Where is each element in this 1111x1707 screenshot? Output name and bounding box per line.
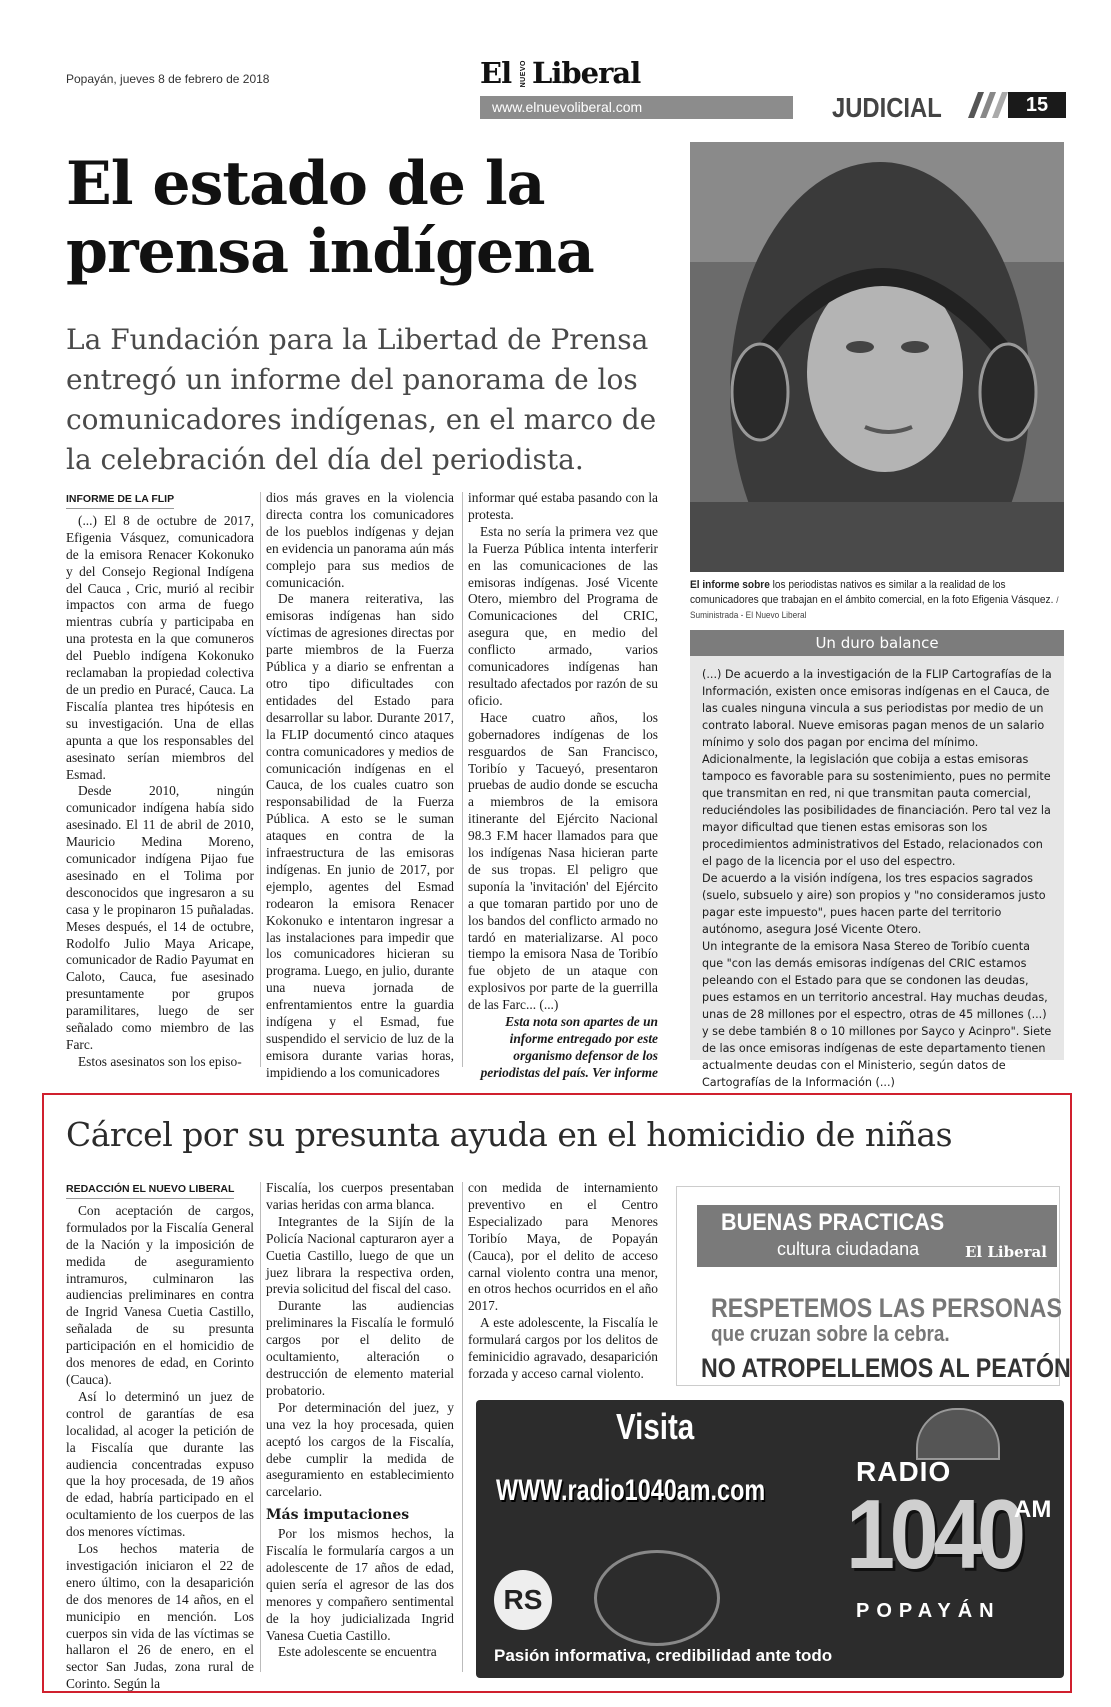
paragraph: (...) El 8 de octubre de 2017, Efigenia Vásquez, comunicadora de la emisora Renacer Kokonuko y del Consejo Regional Indígena del Cauca , Cric, murió al recibir impactos con arma de fuego mientras cubría y participaba en una protesta en la que comuneros del Pueblo indígena Kokonuko reclamaban la propiedad colectiva de un predio en Puracé, Cauca. La Fiscalía plantea tres hipótesis en su investigación. Una de ellas apunta a que los responsables del asesinato serían miembros del Esmad. bbox=[66, 512, 254, 782]
paragraph: Integrantes de la Sijín de la Policía Nacional capturaron ayer a Cuetia Castillo, luego de que un juez librara la respectiva orden, previa solicitud del fiscal del caso. bbox=[266, 1213, 454, 1297]
article-headline: El estado de la prensa indígena bbox=[66, 149, 594, 287]
paragraph: Por determinación del juez, y una vez la hoy procesada, quien aceptó los cargos de la Fiscalía, debe cumplir la medida de aseguramiento en establecimiento carcelario. bbox=[266, 1399, 454, 1500]
paragraph: Los hechos materia de investigación iniciaron el 22 de enero último, con la desaparición de dos menores de 14 años, en el municipio en mención. Los cuerpos sin vida de las víctimas se hallaron el 26 de enero, en el sector San Judas, zona rural de Corinto. Según la bbox=[66, 1541, 254, 1692]
paragraph: Hace cuatro años, los gobernadores indígenas de los resguardos de San Francisco, Toribío y Tacueyó, presentaron pruebas de audio donde se escucha a miembros de la emisora itinerante del Ejército Nacional 98.3 F.M hacer llamados para que los indígenas Nasa hicieran parte de sus tropas. El peligro que suponía la 'invitación' del Ejército a que tomaran partido por uno de los bandos del conflicto armado no tardó en materializarse. Al poco tiempo la emisora Nasa de Toribío fue objeto de un ataque con explosivos por parte de la guerrilla de las Farc... (...) bbox=[468, 709, 658, 1013]
article-kicker: INFORME DE LA FLIP bbox=[66, 491, 174, 509]
ad-radio-frequency: 1040 bbox=[846, 1479, 1021, 1589]
ad-line-2: que cruzan sobre la cebra. bbox=[711, 1321, 950, 1346]
sidebar-body bbox=[702, 666, 1054, 1091]
paragraph: dios más graves en la violencia directa contra los comunicadores de los pueblos indígenas y dejan en evidencia un panorama aún más complejo para sus medios de comunicación. bbox=[266, 490, 454, 590]
sidebar-paragraph: Un integrante de la emisora Nasa Stereo de Toribío cuenta que "con las demás emisoras indígenas del CRIC estamos peleando con el Estado para que se condonen las deudas, pues estamos en un territorio ancestral. Hay muchas deudas, unas de 28 millones por el espectro, otras de 45 millones (...) y se debe también 8 o 10 millones por Sayco y Acinpro". Siete de las once emisoras indígenas de este departamento tienen actualmente deudas con el Ministerio, según datos de Cartografías de la Información (...) bbox=[702, 940, 1052, 1089]
website-link[interactable]: www.elnuevoliberal.com bbox=[480, 96, 793, 119]
caption-text: los periodistas nativos es similar a la realidad de los comunicadores que trabajan en el ámbito comercial, en la foto Efigenia Vásquez. bbox=[690, 579, 1054, 606]
paragraph: Con aceptación de cargos, formulados por la Fiscalía General de la Nación y la imposición de medida de aseguramiento intramuros, culminaron las audiencias preliminares en contra de Ingrid Vanesa Cuetia Castillo, señalada de su presunta participación en el homicidio de dos menores de edad, en Corinto (Cauca). bbox=[66, 1202, 254, 1387]
ad-logo: El Liberal bbox=[965, 1243, 1047, 1261]
article2-column-1 bbox=[66, 1180, 254, 1693]
portrait-image bbox=[690, 142, 1064, 572]
ad-radio-url[interactable]: WWW.radio1040am.com bbox=[496, 1474, 766, 1507]
ad-buenas-practicas bbox=[676, 1186, 1071, 1386]
ad-radio-label: RADIO bbox=[856, 1456, 952, 1487]
paragraph: con medida de internamiento preventivo en el Centro Especializado para Menores Toribío Maya, de Popayán (Cauca), por el delito de acceso carnal violento contra una menor, en otros hechos ocurridos en el año 2017. bbox=[468, 1180, 658, 1314]
article2-subtitle: Más imputaciones bbox=[266, 1507, 410, 1524]
article-column-1 bbox=[66, 490, 254, 1071]
article-column-2 bbox=[266, 490, 454, 1082]
ad-radio-city: POPAYÁN bbox=[856, 1600, 1001, 1622]
sidebar-paragraph: De acuerdo a la visión indígena, los tres espacios sagrados (suelo, subsuelo y aire) son propios y "no consideramos justo pagar este impuesto", pues hacen parte del territorio autónomo, asegura José Vicente Otero. bbox=[702, 872, 1046, 936]
article2-column-3 bbox=[468, 1180, 658, 1383]
paragraph: De manera reiterativa, las emisoras indígenas han sido víctimas de agresiones directas por parte miembros de la Fuerza Pública y a diario se enfrentan a otro tipo dificultades con entidades del Estado para desarrollar su labor. Durante 2017, la FLIP documentó cinco ataques contra comunicadores y medios de comunicación indígenas en el Cauca, de los cuales cuatro son responsabilidad de la Fuerza Pública. A esto se le suman ataques en contra de la infraestructura de las emisoras indígenas. En junio de 2017, por ejemplo, agentes del Esmad rodearon la emisora Renacer Kokonuko e intentaron ingresar a las instalaciones para impedir que los comunicadores hicieran su programa. Luego, en julio, durante una nueva jornada de enfrentamientos entre la guardia indígena y el Esmad, fue suspendido el servicio de luz de la emisora durante varias horas, impidiendo a los comunicadores bbox=[266, 591, 454, 1080]
column-divider bbox=[462, 1182, 463, 1672]
swirl-graphic-icon bbox=[594, 1550, 720, 1646]
paragraph: informar qué estaba pasando con la protesta. bbox=[468, 490, 658, 522]
ad-visita: Visita bbox=[616, 1406, 695, 1447]
column-divider bbox=[462, 492, 463, 1067]
paragraph: Desde 2010, ningún comunicador indígena había sido asesinado. El 11 de abril de 2010, Mauricio Medina Moreno, comunicador indígena Pijao fue asesinado en el Tolima por desconocidos que ingresaron a su casa y le propinaron 15 puñaladas. Meses después, el 14 de octubre, Rodolfo Julio Maya Aricape, comunicador de Radio Payumat en Caloto, Cauca, fue asesinado presuntamente por grupos paramilitares, luego de ser señalado como miembro de las Farc. bbox=[66, 783, 254, 1052]
section-stripes-icon bbox=[968, 92, 1008, 118]
paragraph: Fiscalía, los cuerpos presentaban varias heridas con arma blanca. bbox=[266, 1180, 454, 1212]
article2-column-2 bbox=[266, 1180, 454, 1661]
caption-credit: / Suministrada - El Nuevo Liberal bbox=[690, 595, 1059, 620]
article-photo bbox=[690, 142, 1064, 572]
microphone-icon bbox=[916, 1408, 1000, 1460]
ad-radio-am: AM bbox=[1014, 1496, 1052, 1523]
page-date: Popayán, jueves 8 de febrero de 2018 bbox=[66, 72, 270, 86]
article2-headline: Cárcel por su presunta ayuda en el homicidio de niñas bbox=[66, 1115, 953, 1154]
rs-logo-icon: RS bbox=[494, 1570, 552, 1630]
caption-bold: El informe sobre bbox=[690, 579, 770, 591]
article-subhead: La Fundación para la Libertad de Prensa entregó un informe del panorama de los comunicadores indígenas, en el marco de la celebración del día del periodista. bbox=[66, 323, 657, 476]
paragraph: Esta no sería la primera vez que la Fuerza Pública intenta interferir en las comunicaciones de las emisoras indígenas. José Vicente Otero, miembro del Programa de Comunicaciones del CRIC, asegura que, en medio del conflicto armado, varios comunicadores indígenas han resultado afectados por razón de su oficio. bbox=[468, 523, 658, 708]
column-divider bbox=[260, 1182, 261, 1672]
column-divider bbox=[260, 492, 261, 1067]
page-number: 15 bbox=[1008, 92, 1066, 118]
sidebar-box bbox=[690, 630, 1064, 1089]
photo-caption bbox=[690, 578, 1064, 623]
paragraph: Este adolescente se encuentra bbox=[278, 1644, 437, 1660]
article-column-3 bbox=[468, 490, 658, 1082]
logo-nuevo: NUEVO bbox=[520, 60, 527, 88]
ad-radio-slogan: Pasión informativa, credibilidad ante todo bbox=[494, 1646, 833, 1665]
paragraph: A este adolescente, la Fiscalía le formulará cargos por los delitos de feminicidio agravado, desaparición forzada y acceso carnal violento. bbox=[468, 1315, 658, 1381]
ad-line-3: NO ATROPELLEMOS AL PEATÓN bbox=[701, 1353, 1071, 1383]
newspaper-logo bbox=[480, 56, 650, 88]
paragraph: Por los mismos hechos, la Fiscalía le formularía cargos a un adolescente de 17 años de edad, quien sería el agresor de las dos menores y compañero sentimental de la hoy judicializada Ingrid Vanesa Cuetia Castillo. bbox=[266, 1526, 454, 1643]
article-endnote: Esta nota son apartes de un informe entregado por este organismo defensor de los periodistas del país. Ver informe bbox=[480, 1014, 658, 1080]
logo-el: El bbox=[480, 56, 512, 90]
article2-kicker: REDACCIÓN EL NUEVO LIBERAL bbox=[66, 1181, 234, 1199]
ad-title: BUENAS PRACTICAS bbox=[721, 1209, 945, 1236]
paragraph: Estos asesinatos son los episo- bbox=[78, 1053, 242, 1069]
section-title: JUDICIAL bbox=[832, 92, 942, 123]
ad-radio-1040[interactable] bbox=[476, 1400, 1064, 1678]
paragraph: Así lo determinó un juez de control de garantías de esa localidad, al acoger la petición de la Fiscalía que durante las audiencia concentradas expuso que la hoy procesada, de 19 años de edad, habría participado en el ocultamiento de los cuerpos de las dos menores víctimas. bbox=[66, 1388, 254, 1540]
ad-line-1: RESPETEMOS LAS PERSONAS bbox=[711, 1293, 1062, 1323]
sidebar-title: Un duro balance bbox=[690, 630, 1064, 656]
sidebar-paragraph: (...) De acuerdo a la investigación de la FLIP Cartografías de la Información, existen once emisoras indígenas en el Cauca, de las cuales ninguna vincula a sus periodistas por medio de un contrato laboral. Nueve emisoras pagan menos de un salario mínimo y solo dos pagan por encima del mínimo. Adicionalmente, la legislación que cobija a estas emisoras tampoco es favorable para su sostenimiento, pues no permite que transmitan en red, ni que transmitan pauta comercial, reduciéndoles las posibilidades de financiación. Pero tal vez la mayor dificultad que tienen estas emisoras son los procedimientos administrativos del Estado, relacionados con el pago de la licencia por el uso del espectro. bbox=[702, 668, 1052, 868]
logo-liberal: Liberal bbox=[532, 56, 641, 90]
paragraph: Durante las audiencias preliminares la Fiscalía le formuló cargos por el delito de ocultamiento, alteración o destrucción de elemento material probatorio. bbox=[266, 1298, 454, 1398]
ad-subtitle: cultura ciudadana bbox=[777, 1239, 920, 1259]
